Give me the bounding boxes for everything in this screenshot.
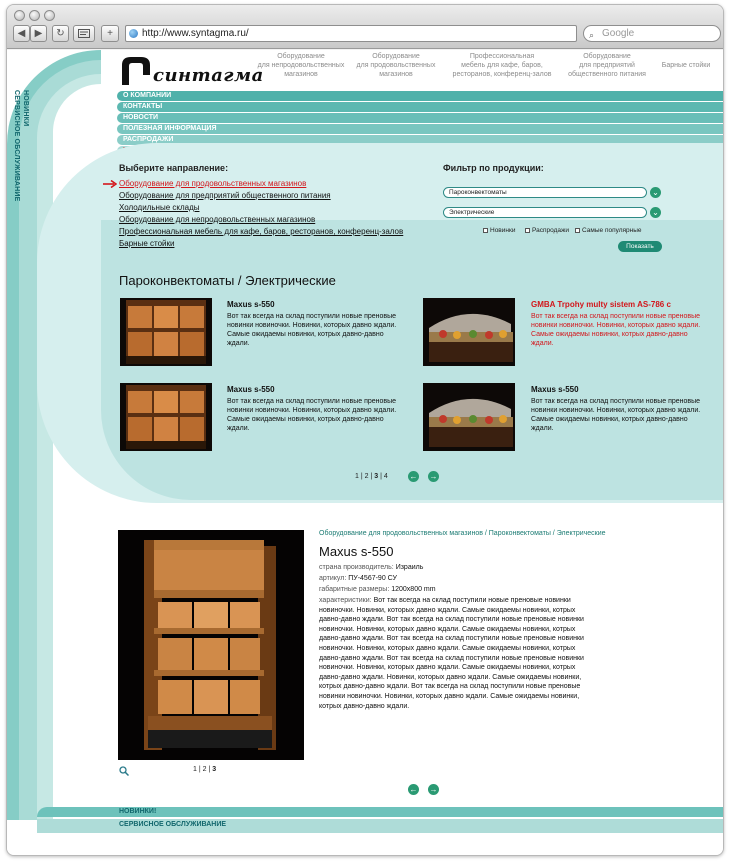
detail-country-value: Израиль	[395, 564, 424, 571]
forward-icon: ▶	[34, 28, 43, 39]
detail-next-button[interactable]	[428, 784, 439, 795]
image-page-current: 3	[212, 766, 217, 773]
menu-info[interactable]	[117, 124, 723, 134]
side-label-news[interactable]: НОВИНКИ	[22, 90, 29, 127]
detail-article	[319, 575, 397, 582]
product-text-2: Вот так всегда на склад поступили новые преновые новинки новиночки. Новинки, которых давно ждали. Самые ожидаемы новинки, котрых давно-давно ждали.	[531, 313, 701, 347]
footer-service-link[interactable]: СЕРВИСНОЕ ОБСЛУЖИВАНИЕ	[119, 821, 227, 828]
filter-check-sales-label: Распродажи	[532, 227, 569, 234]
detail-title: Maxus s-550	[319, 544, 394, 559]
menu-contacts[interactable]	[117, 102, 723, 112]
image-page-2[interactable]: 2	[202, 766, 207, 773]
detail-desc-text: Вот так всегда на склад поступили новые преновые новинки новиночки. Новинки, которых давно ждали. Самые ожидаемы новинки, котрых давно-давно ждали. Вот так всегда на склад поступили новые преновые новинки новиночки. Новинки, которых давно ждали. Самые ожидаемы новинки, котрых давно-давно ждали. Вот так всегда на склад поступили новые преновые новинки новиночки. Новинки, которых давно ждали. Самые ожидаемы новинки, котрых давно-давно ждали. Вот так всегда на склад поступили новые преновые новинки новиночки. Новинки, которых давно ждали. Самые ожидаемы новинки, котрых давно-давно ждали. Новинки, которых давно ждали. Самые ожидаемы новинки, котрых давно-давно ждали. Вот так всегда на склад поступили новые преновые новинки новиночки. Новинки, которых давно ждали. Самые ожидаемы новинки, котрых давно-давно ждали.	[319, 597, 584, 710]
product-counter-image	[423, 383, 515, 451]
arrow-left-icon: ←	[409, 472, 418, 481]
footer-news-link[interactable]: НОВИНКИ!	[119, 808, 157, 815]
next-page-button[interactable]	[428, 471, 439, 482]
product-text-4: Вот так всегда на склад поступили новые преновые новинки новиночки. Новинки, которых давно ждали. Самые ожидаемы новинки, котрых давно-давно ждали.	[531, 398, 701, 432]
search-placeholder: Google	[602, 28, 635, 39]
menu-news[interactable]	[117, 113, 723, 123]
url-text: http://www.syntagma.ru/	[142, 28, 249, 39]
filter-check-popular[interactable]	[575, 227, 642, 234]
filter-select-type[interactable]: Электрические	[443, 207, 647, 218]
arrow-right-icon: →	[429, 472, 438, 481]
side-labels	[7, 50, 37, 810]
filter-check-popular-label: Самые популярные	[582, 227, 642, 234]
detail-shelf-image	[118, 530, 304, 760]
forward-button[interactable]	[30, 25, 47, 42]
site-logo[interactable]	[119, 55, 264, 87]
filter-check-sales[interactable]	[525, 227, 569, 234]
back-button[interactable]	[13, 25, 30, 42]
menu-sales-label: РАСПРОДАЖИ	[123, 136, 174, 143]
page-link-2[interactable]: 2	[364, 473, 369, 480]
image-page-1[interactable]: 1	[193, 766, 197, 773]
menu-info-label: ПОЛЕЗНАЯ ИНФОРМАЦИЯ	[123, 125, 217, 132]
topnav-furniture[interactable]: Профессиональная мебель для кафе, баров, ресторанов, конференц-залов	[452, 53, 552, 78]
bookmark-button[interactable]	[73, 25, 95, 42]
chevron-down-icon: ⌄	[652, 188, 659, 197]
filter-heading: Фильтр по продукции:	[443, 163, 544, 173]
checkbox-icon	[483, 228, 488, 233]
back-icon: ◀	[17, 28, 26, 39]
url-bar[interactable]	[125, 25, 577, 42]
menu-about-label: О КОМПАНИИ	[123, 92, 172, 99]
image-pagination: 1 | 2 | 3	[193, 766, 217, 773]
pagination: 1 | 2 | 3 | 4	[355, 473, 388, 480]
arrow-right-icon	[103, 180, 117, 188]
detail-desc-label: характеристики:	[319, 597, 372, 604]
detail-country	[319, 564, 423, 571]
direction-link-furniture[interactable]: Профессиональная мебель для кафе, баров, ресторанов, конференц-залов	[119, 227, 404, 236]
arrow-left-icon: ←	[409, 785, 418, 794]
browser-titlebar	[7, 5, 723, 49]
detail-size-value: 1200x800 mm	[391, 586, 436, 593]
browser-window	[6, 4, 724, 856]
page-content	[7, 50, 723, 856]
detail-article-value: ПУ-4567-90 СУ	[348, 575, 397, 582]
bookmark-icon	[78, 29, 90, 38]
detail-image[interactable]	[118, 530, 304, 760]
product-shelf-image	[120, 383, 212, 451]
reload-icon: ↻	[56, 28, 65, 39]
add-icon: +	[107, 28, 113, 39]
page-link-1[interactable]: 1	[355, 473, 359, 480]
topnav-bar-counters[interactable]: Барные стойки	[661, 62, 711, 69]
filter-select-category-dropdown[interactable]	[650, 187, 661, 198]
checkbox-icon	[575, 228, 580, 233]
menu-about[interactable]	[117, 91, 723, 101]
checkbox-icon	[525, 228, 530, 233]
product-image-1[interactable]	[120, 298, 212, 366]
side-label-service[interactable]: СЕРВИСНОЕ ОБСЛУЖИВАНИЕ	[13, 90, 20, 202]
chevron-down-icon: ⌄	[652, 208, 659, 217]
logo-text: синтагма	[153, 65, 264, 86]
detail-prev-button[interactable]	[408, 784, 419, 795]
product-text-3: Вот так всегда на склад поступили новые преновые новинки новиночки. Новинки, которых давно ждали. Самые ожидаемы новинки, котрых давно-давно ждали.	[227, 398, 397, 432]
direction-link-bar-counters[interactable]: Барные стойки	[119, 239, 175, 248]
search-field[interactable]	[583, 25, 721, 42]
direction-link-catering[interactable]: Оборудование для предприятий общественного питания	[119, 191, 331, 200]
product-title-1[interactable]: Maxus s-550	[227, 300, 275, 309]
topnav-nonfood[interactable]: Оборудование для непродовольственных магазинов	[257, 53, 345, 78]
page-link-4[interactable]: 4	[383, 473, 388, 480]
product-counter-image	[423, 298, 515, 366]
product-image-2[interactable]	[423, 298, 515, 366]
detail-size-label: габаритные размеры:	[319, 586, 390, 593]
show-button[interactable]: Показать	[618, 241, 662, 252]
product-image-4[interactable]	[423, 383, 515, 451]
filter-check-new[interactable]	[483, 227, 515, 234]
menu-contacts-label: КОНТАКТЫ	[123, 103, 163, 110]
directions-heading: Выберите направление:	[119, 163, 229, 173]
direction-link-cold-storage[interactable]: Холодильные склады	[119, 203, 200, 212]
zoom-icon[interactable]	[119, 766, 129, 778]
logo-mark-icon	[119, 55, 153, 87]
product-text-1: Вот так всегда на склад поступили новые преновые новинки новиночки. Новинки, которых давно ждали. Самые ожидаемы новинки, котрых давно-давно ждали.	[227, 313, 397, 347]
filter-select-type-dropdown[interactable]	[650, 207, 661, 218]
globe-icon	[129, 29, 138, 38]
detail-description	[319, 596, 589, 711]
detail-size	[319, 586, 436, 593]
product-title-3[interactable]: Maxus s-550	[227, 385, 275, 394]
reload-button[interactable]	[52, 25, 69, 42]
product-title-4[interactable]: Maxus s-550	[531, 385, 579, 394]
breadcrumb[interactable]: Оборудование для продовольственных магазинов / Пароконвектоматы / Электрические	[319, 530, 606, 537]
prev-page-button[interactable]	[408, 471, 419, 482]
page-link-current: 3	[374, 473, 379, 480]
arrow-right-icon: →	[429, 785, 438, 794]
product-shelf-image	[120, 298, 212, 366]
window-zoom-button[interactable]	[44, 10, 55, 21]
direction-link-food[interactable]: Оборудование для продовольственных магазинов	[119, 179, 307, 188]
topnav-catering[interactable]: Оборудование для предприятий общественного питания	[568, 53, 646, 78]
window-close-button[interactable]	[14, 10, 25, 21]
product-image-3[interactable]	[120, 383, 212, 451]
direction-link-nonfood[interactable]: Оборудование для непродовольственных магазинов	[119, 215, 316, 224]
detail-country-label: страна производитель:	[319, 564, 394, 571]
search-icon: ⌕	[589, 30, 595, 40]
topnav-food[interactable]: Оборудование для продовольственных магазинов	[356, 53, 436, 78]
menu-news-label: НОВОСТИ	[123, 114, 159, 121]
product-title-2[interactable]: GMBA Trpohy multy sistem AS-786 c	[531, 300, 671, 309]
filter-check-new-label: Новинки	[490, 227, 516, 234]
detail-article-label: артикул:	[319, 575, 347, 582]
window-minimize-button[interactable]	[29, 10, 40, 21]
filter-select-category[interactable]: Пароконвектоматы	[443, 187, 647, 198]
site-header	[101, 50, 723, 90]
add-bookmark-button[interactable]	[101, 25, 119, 42]
section-title: Пароконвектоматы / Электрические	[119, 273, 336, 288]
